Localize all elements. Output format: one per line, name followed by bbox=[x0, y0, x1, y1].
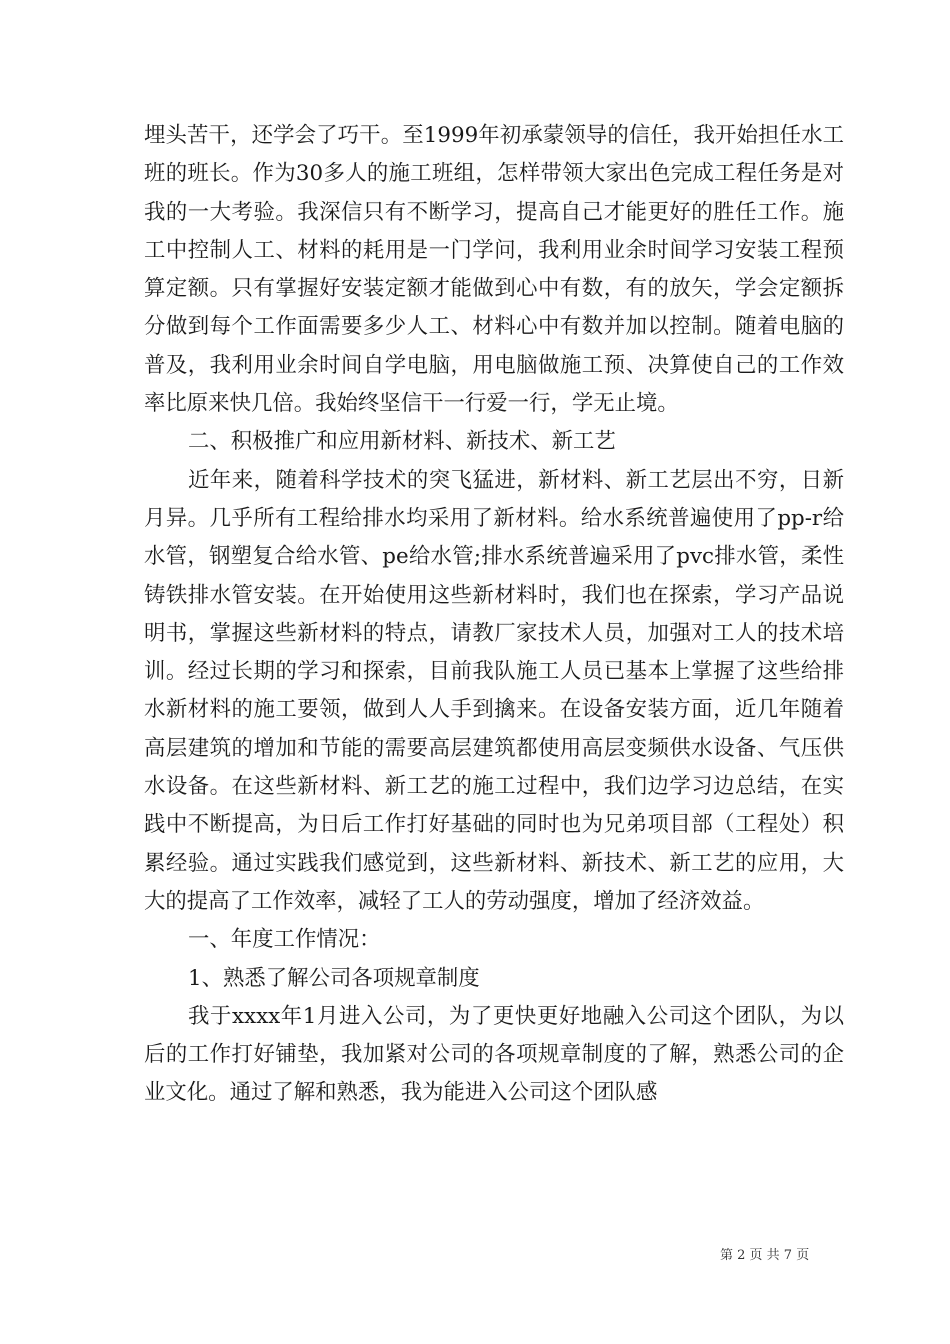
section-heading-annual-work: 一、年度工作情况： bbox=[188, 927, 381, 953]
subheading-company-rules: 1、熟悉了解公司各项规章制度 bbox=[188, 965, 480, 991]
section-heading-new-materials: 二、积极推广和应用新材料、新技术、新工艺 bbox=[188, 429, 616, 455]
page-footer: 第 2 页 共 7 页 bbox=[720, 1248, 810, 1263]
paragraph-company-rules: 我于xxxx年1月进入公司，为了更快更好地融入公司这个团队，为以后的工作打好铺垫，我加紧对公司的各项规章制度的了解，熟悉公司的企业文化。通过了解和熟悉，我为能进入公司这个团队感 bbox=[144, 1003, 844, 1106]
paragraph-continuation: 埋头苦干，还学会了巧干。至1999年初承蒙领导的信任，我开始担任水工班的班长。作为30多人的施工班组，怎样带领大家出色完成工程任务是对我的一大考验。我深信只有不断学习，提高自己才能更好的胜任工作。施工中控制人工、材料的耗用是一门学问，我利用业余时间学习安装工程预算定额。只有掌握好安装定额才能做到心中有数，有的放矢，学会定额拆分做到每个工作面需要多少人工、材料心中有数并加以控制。随着电脑的普及，我利用业余时间自学电脑，用电脑做施工预、决算使自己的工作效率比原来快几倍。我始终坚信干一行爱一行，学无止境。 bbox=[144, 123, 844, 417]
document-body bbox=[144, 117, 844, 1113]
paragraph-new-materials: 近年来，随着科学技术的突飞猛进，新材料、新工艺层出不穷，日新月异。几乎所有工程给排水均采用了新材料。给水系统普遍使用了pp-r给水管，钢塑复合给水管、pe给水管;排水系统普遍采用了pvc排水管，柔性铸铁排水管安装。在开始使用这些新材料时，我们也在探索，学习产品说明书，掌握这些新材料的特点，请教厂家技术人员，加强对工人的技术培训。经过长期的学习和探索，目前我队施工人员已基本上掌握了这些给排水新材料的施工要领，做到人人手到擒来。在设备安装方面，近几年随着高层建筑的增加和节能的需要高层建筑都使用高层变频供水设备、气压供水设备。在这些新材料、新工艺的施工过程中，我们边学习边总结，在实践中不断提高，为日后工作打好基础的同时也为兄弟项目部（工程处）积累经验。通过实践我们感觉到，这些新材料、新技术、新工艺的应用，大大的提高了工作效率，减轻了工人的劳动强度，增加了经济效益。 bbox=[144, 467, 844, 914]
